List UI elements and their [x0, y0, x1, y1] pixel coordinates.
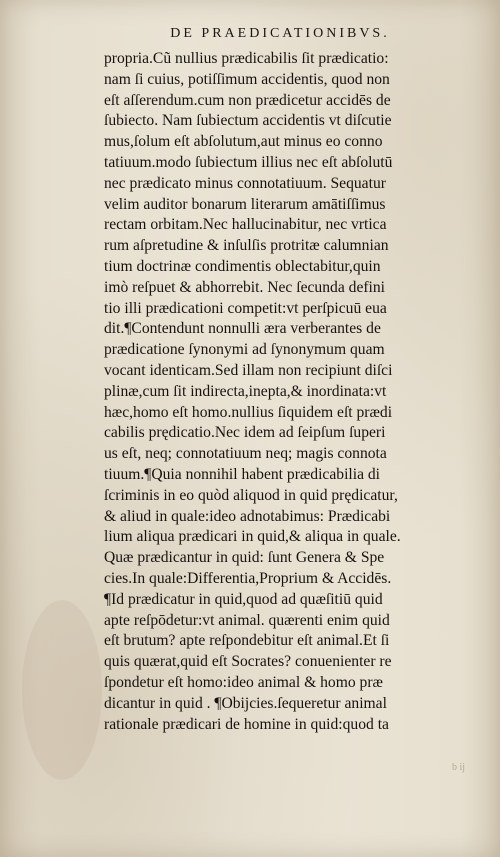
text-line: Quæ prædicantur in quid: ſunt Genera & Spe — [104, 549, 385, 567]
text-line: ſubiecto. Nam ſubiectum accidentis vt diſcutie — [104, 112, 392, 130]
text-line: cabilis prędicatio.Nec idem ad ſeipſum ſuperi — [104, 424, 386, 442]
text-block — [104, 49, 486, 735]
text-line: eſt brutum? apte reſpondebitur eſt animal.Et ſi — [104, 632, 390, 650]
text-line: nam ſi cuius, potiſſimum accidentis, quod non — [104, 70, 390, 88]
text-line: nec prædicato minus connotatiuum. Sequatur — [104, 174, 386, 192]
text-line: eſt aſſerendum.cum non prædicetur accidēs de — [104, 91, 391, 109]
text-line: propria.Cũ nullius prædicabilis ſit prædicatio: — [104, 50, 389, 67]
text-line: cies.In quale:Differentia,Proprium & Accidēs. — [104, 569, 392, 587]
text-line: quis quærat,quid eſt Socrates? conuenienter re — [104, 653, 392, 671]
text-line: plinæ,cum ſit indirecta,inepta,& inordinata:vt — [104, 382, 387, 400]
text-line: tiuum.¶Quia nonnihil habent prædicabilia di — [104, 465, 381, 483]
text-line: ſcriminis in eo quòd aliquod in quid prędicatur, — [104, 486, 398, 504]
text-line: rectam orbitam.Nec hallucinabitur, nec vrtica — [104, 216, 387, 234]
text-line: us eſt, neq; connotatiuum neq; magis connota — [104, 445, 387, 463]
text-line: rum aſpretudine & inſulſis protritæ calumnian — [104, 237, 389, 255]
text-line: dit.¶Contendunt nonnulli æra verberantes de — [104, 320, 381, 338]
text-line: tio illi prædicationi competit:vt perſpicuū eua — [104, 299, 387, 317]
text-line: rationale prædicari de homine in quid:quod ta — [104, 715, 389, 733]
text-line: & aliud in quale:ideo adnotabimus: Prædicabi — [104, 507, 391, 525]
text-line: vocant identicam.Sed illam non recipiunt diſci — [104, 361, 393, 379]
text-line: velim auditor bonarum literarum amātiſſimus — [104, 195, 386, 213]
text-line: prædicatione ſynonymi ad ſynonymum quam — [104, 341, 385, 359]
text-line: dicantur in quid . ¶Obijcies.ſequeretur animal — [104, 694, 387, 712]
text-line: ſpondetur eſt homo:ideo animal & homo præ — [104, 673, 383, 691]
paper-stain — [22, 600, 102, 780]
text-line: apte reſpōdetur:vt animal. quærenti enim quid — [104, 611, 390, 629]
text-line: tium doctrinæ condimentis oblectabitur,quin — [104, 257, 381, 275]
text-line: hæc,homo eſt homo.nullius ſiquidem eſt prædi — [104, 403, 393, 421]
show-through-mark: b ij — [452, 762, 466, 773]
running-title: DE PRAEDICATIONIBVS. — [170, 26, 390, 41]
text-line: ¶Id prædicatur in quid,quod ad quæſitiū quid — [104, 590, 383, 608]
text-line: mus,ſolum eſt abſolutum,aut minus eo conno — [104, 133, 383, 151]
text-line: tatiuum.modo ſubiectum illius nec eſt abſolutū — [104, 153, 393, 171]
text-line: imò reſpuet & abhorrebit. Nec ſecunda defini — [104, 278, 386, 296]
text-line: lium aliqua prædicari in quid,& aliqua in quale. — [104, 528, 401, 546]
